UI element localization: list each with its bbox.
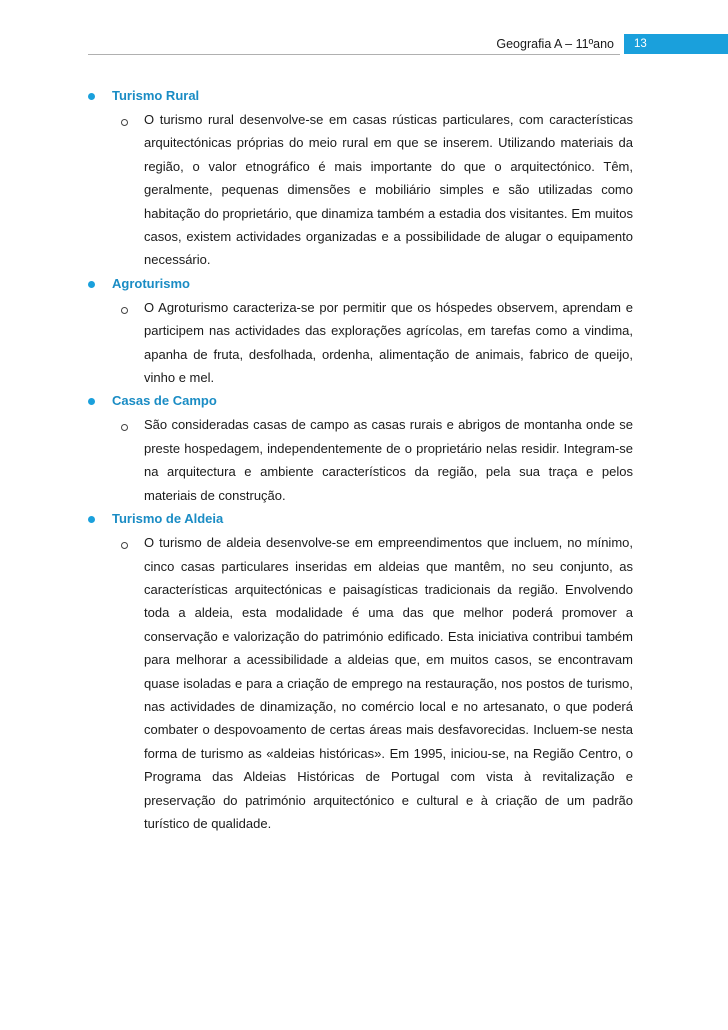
section-title: Agroturismo — [112, 275, 190, 291]
section-title: Casas de Campo — [112, 393, 217, 409]
section-title: Turismo Rural — [112, 88, 200, 103]
hollow-bullet-icon — [121, 424, 128, 431]
document-body — [88, 84, 633, 835]
section-turismo-de-aldeia — [88, 507, 633, 835]
page-number-badge: 13 — [624, 34, 728, 54]
section-turismo-rural — [88, 84, 633, 272]
section-heading — [88, 507, 633, 531]
page-header — [0, 34, 728, 54]
bullet-dot-icon — [88, 281, 95, 288]
hollow-bullet-icon — [121, 307, 128, 314]
section-casas-de-campo — [88, 389, 633, 507]
paragraph: São consideradas casas de campo as casas rurais e abrigos de montanha onde se preste hospedagem, independentemente de o proprietário nelas residir. Integram-se na arquitectura e ambiente característicos da região, pela sua traça e pelos materiais de construção. — [144, 417, 633, 503]
list-item — [88, 531, 633, 835]
section-agroturismo — [88, 272, 633, 390]
paragraph: O turismo rural desenvolve-se em casas rústicas particulares, com características arquitectónicas próprias do meio rural em que se inserem. Utilizando materiais da região, o valor etnográfico é mais importante do que o arquitectónico. Têm, geralmente, pequenas dimensões e mobiliário simples e são utilizadas como habitação do proprietário, que dinamiza também a estadia dos visitantes. Em muitos casos, existem actividades organizadas e a possibilidade de alugar o equipamento necessário. — [144, 112, 633, 268]
list-item — [88, 296, 633, 390]
bullet-dot-icon — [88, 398, 95, 405]
header-title: Geografia A – 11ºano — [496, 37, 614, 51]
hollow-bullet-icon — [121, 542, 128, 549]
section-heading — [88, 389, 633, 413]
paragraph: O Agroturismo caracteriza-se por permitir que os hóspedes observem, aprendam e participem nas actividades das explorações agrícolas, em tarefas como a vindima, apanha de fruta, desfolhada, ordenha, alimentação de animais, fabrico de queijo, vinho e mel. — [144, 299, 633, 386]
hollow-bullet-icon — [121, 119, 128, 126]
bullet-dot-icon — [88, 93, 95, 100]
header-divider — [88, 54, 620, 55]
section-heading — [88, 84, 633, 108]
list-item — [88, 108, 633, 272]
bullet-dot-icon — [88, 516, 95, 523]
section-heading — [88, 272, 633, 296]
paragraph: O turismo de aldeia desenvolve-se em empreendimentos que incluem, no mínimo, cinco casas particulares inseridas em aldeias que mantêm, no seu conjunto, as características arquitectónicas e paisagísticas tradicionais da região. Envolvendo toda a aldeia, esta modalidade é uma das que melhor poderá promover a conservação e valorização do património edificado. Esta iniciativa contribui também para melhorar a acessibilidade a aldeias que, em muitos casos, se encontravam quase isoladas e para a criação de emprego na restauração, nos postos de turismo, nas actividades de dinamização, no comércio local e no artesanato, o que poderá combater o despovoamento de certas áreas mais desfavorecidas. Incluem-se nesta forma de turismo as «aldeias históricas». Em 1995, iniciou-se, na Região Centro, o Programa das Aldeias Históricas de Portugal com vista à revitalização e preservação do património arquitectónico e cultural e à criação de um padrão turístico de qualidade. — [144, 535, 633, 831]
list-item — [88, 413, 633, 507]
section-title: Turismo de Aldeia — [112, 511, 224, 527]
